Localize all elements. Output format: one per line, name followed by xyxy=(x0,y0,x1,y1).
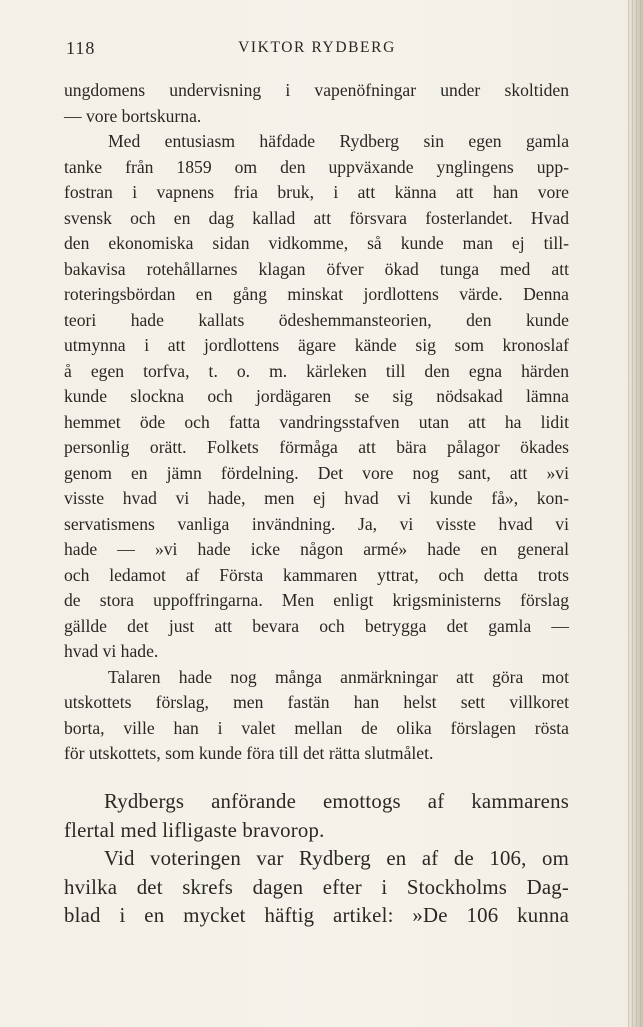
text-line: gällde det just att bevara och betrygga det gamla — xyxy=(64,615,569,636)
body-text-large xyxy=(64,788,569,931)
text-line: borta, ville han i valet mellan de olika förslagen rösta xyxy=(64,717,569,738)
text-line: tanke från 1859 om den uppväxande ynglingens upp- xyxy=(64,156,569,177)
text-line: blad i en mycket häftig artikel: »De 106 kunna xyxy=(64,904,569,928)
text-line: den ekonomiska sidan vidkomme, så kunde man ej till- xyxy=(64,233,569,253)
text-line: Rydbergs anförande emottogs af kammarens xyxy=(104,790,569,813)
text-line: utmynna i att jordlottens ägare kände sig som kronoslaf xyxy=(64,335,569,355)
text-line: personlig orätt. Folkets förmåga att bära pålagor ökades xyxy=(64,437,569,457)
text-line: hemmet öde och fatta vandringsstafven utan att ha lidit xyxy=(64,411,569,432)
text-line: genom en jämn fördelning. Det vore nog sant, att »vi xyxy=(64,462,569,483)
text-line: de stora uppoffringarna. Men enligt krigsministerns förslag xyxy=(64,590,569,610)
text-line: kunde slockna och jordägaren se sig nödsakad lämna xyxy=(64,386,569,406)
text-line: roteringsbördan en gång minskat jordlottens värde. Denna xyxy=(64,284,569,304)
text-line: servatismens vanliga invändning. Ja, vi visste hvad vi xyxy=(64,513,569,534)
text-line: svensk och en dag kallad att försvara fosterlandet. Hvad xyxy=(64,207,569,228)
text-line: Talaren hade nog många anmärkningar att göra mot xyxy=(108,666,569,687)
text-line: å egen torfva, t. o. m. kärleken till den egna härden xyxy=(64,360,569,381)
page-edge-line xyxy=(640,0,641,1027)
page-header xyxy=(66,38,568,62)
page-edge-line xyxy=(632,0,633,1027)
text-line: hvad vi hade. xyxy=(64,641,159,661)
text-line: — vore bortskurna. xyxy=(64,105,202,126)
text-line: fostran i vapnens fria bruk, i att känna att han vore xyxy=(64,182,569,202)
text-line: Med entusiasm häfdade Rydberg sin egen gamla xyxy=(108,131,569,151)
page-edge-line xyxy=(636,0,637,1027)
text-line: Vid voteringen var Rydberg en af de 106, om xyxy=(104,847,569,871)
text-line: hade — »vi hade icke någon armé» hade en general xyxy=(64,539,569,559)
text-line: hvilka det skrefs dagen efter i Stockholms Dag- xyxy=(64,875,569,899)
text-line: visste hvad vi hade, men ej hvad vi kunde få», kon- xyxy=(64,488,569,508)
page-edge xyxy=(628,0,643,1027)
text-line: utskottets förslag, men fastän han helst sett villkoret xyxy=(64,692,569,712)
text-line: bakavisa rotehållarnes klagan öfver ökad tunga med att xyxy=(64,258,569,279)
body-text-small xyxy=(64,78,569,767)
text-line: teori hade kallats ödeshemmansteorien, den kunde xyxy=(64,309,569,330)
page-number: 118 xyxy=(66,38,96,58)
text-line: flertal med lifligaste bravorop. xyxy=(64,818,325,842)
text-line: och ledamot af Första kammaren yttrat, och detta trots xyxy=(64,564,569,585)
text-line: för utskottets, som kunde föra till det rätta slutmålet. xyxy=(64,743,434,763)
running-title: VIKTOR RYDBERG xyxy=(238,39,396,56)
text-line: ungdomens undervisning i vapenöfningar under skoltiden xyxy=(64,80,569,100)
